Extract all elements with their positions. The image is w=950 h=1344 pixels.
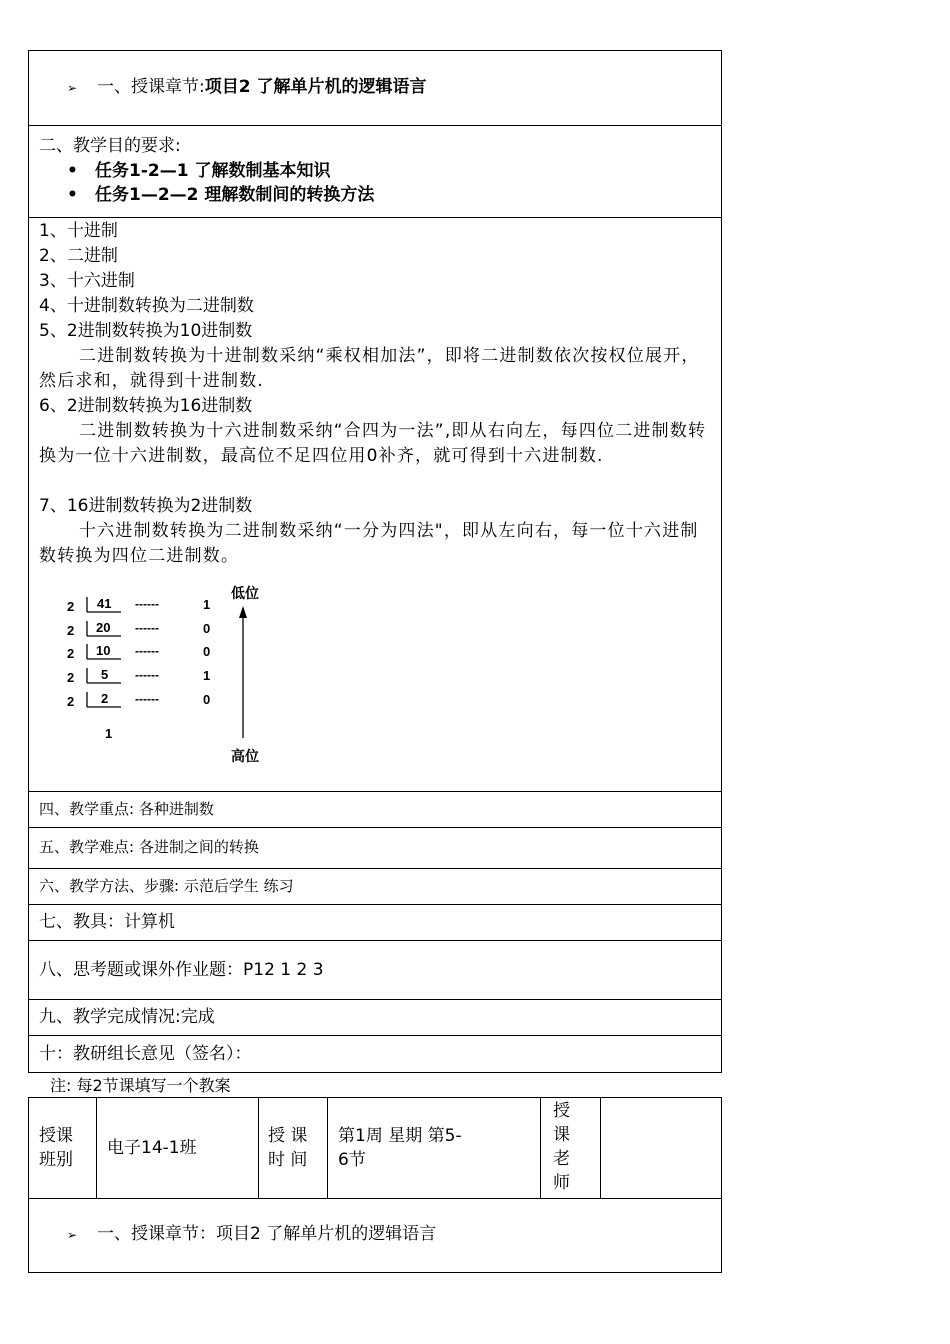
teacher-value-cell <box>600 1098 721 1198</box>
svg-text:1: 1 <box>203 668 211 683</box>
time-value-cell <box>327 1098 540 1198</box>
svg-text:41: 41 <box>97 596 112 611</box>
svg-text:2: 2 <box>67 623 75 638</box>
teacher-label: 授 课 老 师 <box>553 1101 570 1193</box>
time-value: 第1周 星期 第5- 6节 <box>338 1126 462 1170</box>
class-value: 电子14-1班 <box>107 1138 197 1158</box>
division-step-row <box>67 596 210 614</box>
svg-text:10: 10 <box>96 643 111 658</box>
svg-text:------: ------ <box>135 597 159 611</box>
chapter-prefix: 一、授课章节： <box>97 1224 216 1244</box>
objectives-section <box>29 125 721 218</box>
tools-text: 七、教具：计算机 <box>39 912 175 932</box>
division-step-row <box>67 667 210 685</box>
review-row <box>29 1035 721 1073</box>
chapter-row-2 <box>67 1222 436 1248</box>
content-line: 5、2进制数转换为10进制数 <box>39 321 253 341</box>
division-diagram <box>59 578 319 768</box>
chapter-row <box>67 75 426 101</box>
final-quotient: 1 <box>105 726 113 741</box>
key-points-text: 四、教学重点: 各种进制数 <box>39 800 214 818</box>
time-label: 授 课 时 间 <box>268 1126 308 1170</box>
low-bit-label: 低位 <box>231 585 259 601</box>
arrow-up-icon <box>239 606 247 618</box>
class-value-cell <box>96 1098 258 1198</box>
homework-row <box>29 940 721 1000</box>
svg-text:2: 2 <box>67 599 75 614</box>
time-label-cell <box>258 1098 327 1198</box>
division-step-row <box>67 643 210 661</box>
methods-row <box>29 868 721 905</box>
objectives-heading: 二、教学目的要求: <box>39 136 181 156</box>
homework-text: 八、思考题或课外作业题：P12 1 2 3 <box>39 960 324 980</box>
arrow-bullet-icon: ➢ <box>67 1228 78 1242</box>
svg-text:------: ------ <box>135 668 159 682</box>
difficulties-row <box>29 827 721 868</box>
svg-text:------: ------ <box>135 692 159 706</box>
content-line: 1、十进制 <box>39 221 118 241</box>
teacher-label-cell <box>540 1098 600 1198</box>
lesson-plan-table <box>28 50 722 1073</box>
chapter-title: 项目2 了解单片机的逻辑语言 <box>216 1224 437 1244</box>
content-paragraph: 二进制数转换为十进制数采纳“乘权相加法”，即将二进制数依次按权位展开，然后求和，就得到十进制数. <box>39 346 700 391</box>
completion-row <box>29 999 721 1036</box>
content-line: 7、16进制数转换为2进制数 <box>39 496 253 516</box>
svg-text:2: 2 <box>101 691 109 706</box>
content-section <box>29 217 721 792</box>
svg-text:5: 5 <box>101 667 109 682</box>
content-line: 6、2进制数转换为16进制数 <box>39 396 253 416</box>
objective-item: • 任务1-2—1 了解数制基本知识 <box>67 159 330 184</box>
svg-text:20: 20 <box>96 620 111 635</box>
svg-text:0: 0 <box>203 644 211 659</box>
svg-text:------: ------ <box>135 644 159 658</box>
header-row <box>29 1098 721 1199</box>
svg-text:0: 0 <box>203 692 211 707</box>
lesson-plan-table-2 <box>28 1097 722 1273</box>
chapter-title: 项目2 了解单片机的逻辑语言 <box>204 77 427 97</box>
difficulties-text: 五、教学难点: 各进制之间的转换 <box>39 838 259 856</box>
svg-text:2: 2 <box>67 670 75 685</box>
svg-text:1: 1 <box>203 597 211 612</box>
content-line: 3、十六进制 <box>39 271 135 291</box>
content-paragraph: 二进制数转换为十六进制数采纳“合四为一法”,即从右向左，每四位二进制数转换为一位十六进制数，最高位不足四位用0补齐，就可得到十六进制数. <box>39 421 707 466</box>
svg-text:2: 2 <box>67 694 75 709</box>
arrow-bullet-icon: ➢ <box>67 81 78 95</box>
high-bit-label: 高位 <box>231 748 259 764</box>
bullet-icon: • <box>67 185 78 205</box>
methods-text: 六、教学方法、步骤: 示范后学生 练习 <box>39 877 294 895</box>
bullet-icon: • <box>67 161 78 181</box>
content-line: 4、十进制数转换为二进制数 <box>39 296 254 316</box>
svg-text:2: 2 <box>67 646 75 661</box>
content-paragraph: 十六进制数转换为二进制数采纳“一分为四法"，即从左向右，每一位十六进制数转换为四位二进制数。 <box>39 521 699 566</box>
division-step-row <box>67 620 210 638</box>
chapter-prefix: 一、授课章节: <box>97 77 205 97</box>
svg-text:0: 0 <box>203 621 211 636</box>
class-label: 授课 班别 <box>39 1126 73 1170</box>
key-points-row <box>29 791 721 828</box>
footnote: 注: 每2节课填写一个教案 <box>50 1076 231 1095</box>
objective-item: • 任务1—2—2 理解数制间的转换方法 <box>67 183 374 208</box>
svg-text:------: ------ <box>135 621 159 635</box>
review-text: 十：教研组长意见（签名）： <box>39 1044 252 1064</box>
tools-row <box>29 904 721 941</box>
content-line: 2、二进制 <box>39 246 118 266</box>
completion-text: 九、教学完成情况:完成 <box>39 1007 215 1027</box>
division-step-row <box>67 691 210 709</box>
